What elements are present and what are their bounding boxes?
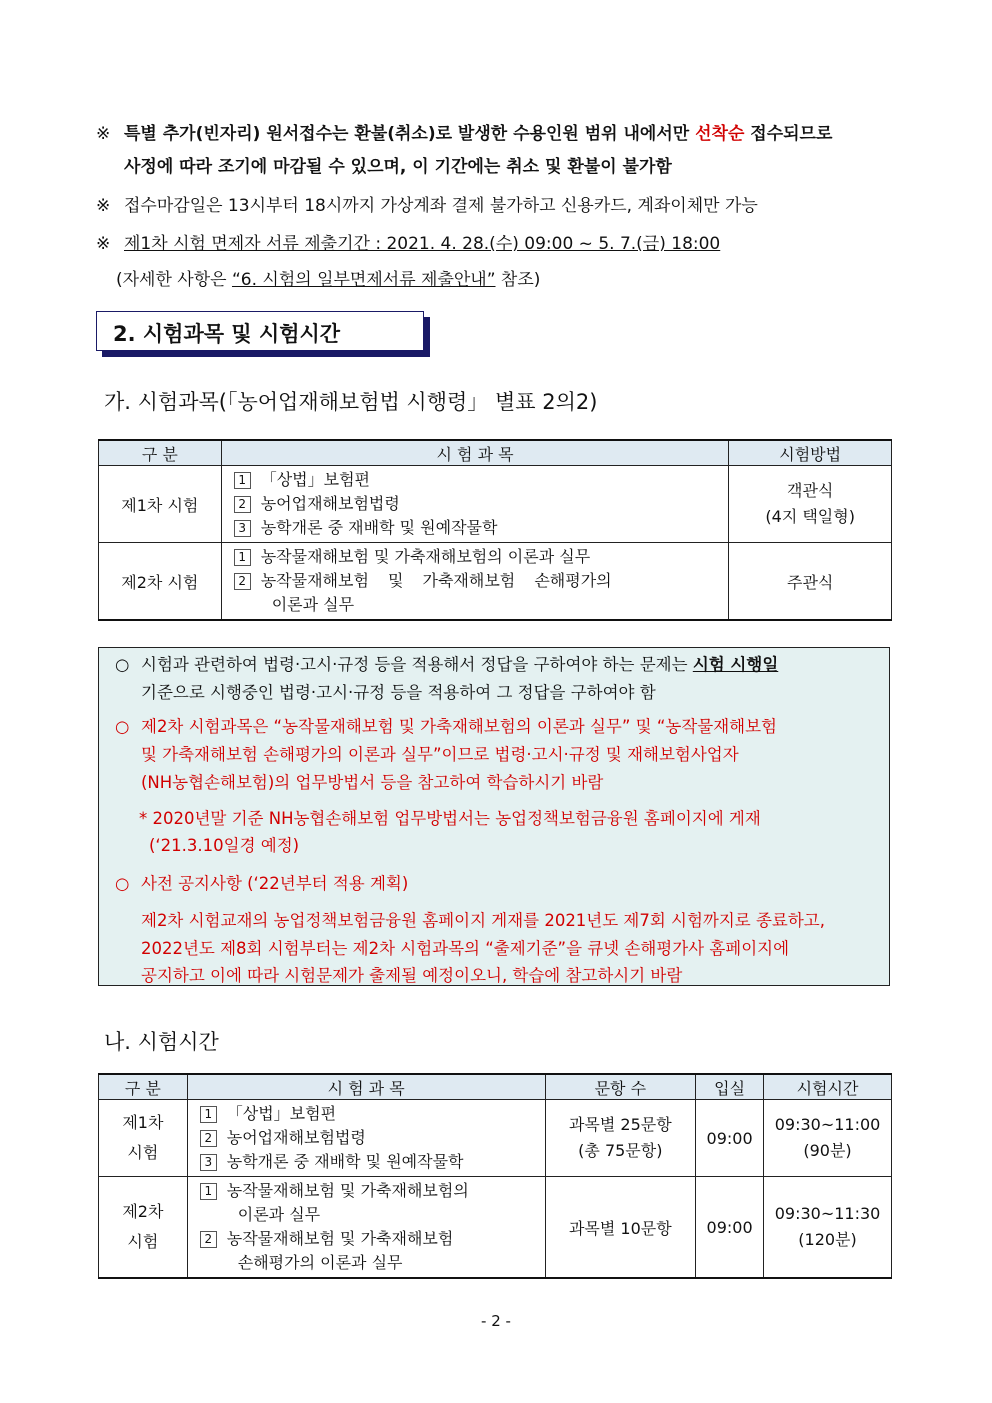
subject-text: 손해평가의 이론과 실무 xyxy=(237,1253,403,1272)
time-text: 09:30~11:00 xyxy=(774,1115,881,1134)
number-box: 3 xyxy=(234,520,251,537)
note-text: 접수마감일은 13시부터 18시까지 가상계좌 결제 불가하고 신용카드, 계좌이체만 가능 xyxy=(124,196,758,216)
note-reference xyxy=(116,269,540,291)
time-text: (90분) xyxy=(803,1141,852,1160)
entry-time: 09:00 xyxy=(696,1100,764,1177)
notice-text: * 2020년말 기준 NH농협손해보험 업무방법서는 농업정책보험금융원 홈페이지에 게재 xyxy=(139,809,761,828)
note-text: 참조) xyxy=(495,270,541,290)
subject-list xyxy=(221,466,729,543)
note-deadline-payment xyxy=(96,195,758,217)
table-header: 구 분 xyxy=(99,440,222,466)
number-box: 3 xyxy=(200,1154,217,1171)
note-mark: ※ xyxy=(96,196,111,216)
notice-emphasis: 시험 시행일 xyxy=(692,655,779,674)
table-header: 입실 xyxy=(696,1074,764,1100)
table-row xyxy=(99,1100,892,1177)
subject-text: 농학개론 중 재배학 및 원예작물학 xyxy=(226,1152,464,1171)
notice-text: (‘21.3.10일경 예정) xyxy=(149,836,300,855)
method-text: 주관식 xyxy=(729,543,892,621)
notice-line xyxy=(115,716,777,738)
subject-text: 농학개론 중 재배학 및 원예작물학 xyxy=(260,518,498,537)
method-text: 객관식 xyxy=(787,481,834,500)
row-label-text: 시험 xyxy=(127,1143,159,1162)
subject-list xyxy=(187,1100,545,1177)
row-label xyxy=(99,1177,188,1279)
subject-text: 농어업재해보험법령 xyxy=(260,494,400,513)
row-label xyxy=(99,1100,188,1177)
time-text: (120분) xyxy=(798,1230,857,1249)
list-item xyxy=(188,1150,545,1174)
list-item xyxy=(188,1227,545,1251)
subject-text: 농어업재해보험법령 xyxy=(226,1128,366,1147)
subjects-table xyxy=(98,439,892,621)
list-item xyxy=(222,545,729,569)
row-label-text: 시험 xyxy=(127,1232,159,1251)
list-item xyxy=(222,593,729,617)
list-item xyxy=(188,1102,545,1126)
list-item xyxy=(222,492,729,516)
bullet: ○ xyxy=(115,717,130,736)
notice-text: 2022년도 제8회 시험부터는 제2차 시험과목의 “출제기준”을 큐넷 손해평가사 홈페이지에 xyxy=(141,939,790,958)
exam-time xyxy=(764,1177,892,1279)
table-header-row xyxy=(99,440,892,466)
schedule-table xyxy=(98,1073,892,1279)
number-box: 1 xyxy=(234,549,251,566)
question-count: 과목별 10문항 xyxy=(545,1177,696,1279)
bullet: ○ xyxy=(115,874,130,893)
subsection-title-subjects: 가. 시험과목(「농어업재해보험법 시행령」 별표 2의2) xyxy=(104,390,598,414)
notice-text: 기준으로 시행중인 법령·고시·규정 등을 적용하여 그 정답을 구하여야 함 xyxy=(141,683,656,702)
subject-text: 이론과 실무 xyxy=(271,595,355,614)
list-item xyxy=(188,1179,545,1203)
notice-text: 공지하고 이에 따라 시험문제가 출제될 예정이오니, 학습에 참고하시기 바람 xyxy=(141,966,683,985)
method-cell xyxy=(729,466,892,543)
question-count xyxy=(545,1100,696,1177)
number-box: 2 xyxy=(234,573,251,590)
notice-text: 및 가축재해보험 손해평가의 이론과 실무”이므로 법령·고시·규정 및 재해보험사업자 xyxy=(141,745,739,764)
notice-text: 제2차 시험교재의 농업정책보험금융원 홈페이지 게재를 2021년도 제7회 시험까지로 종료하고, xyxy=(141,911,825,930)
number-box: 2 xyxy=(200,1130,217,1147)
note-text: 제1차 시험 면제자 서류 제출기간 : 2021. 4. 28.(수) 09:00 ~ 5. 7.(금) 18:00 xyxy=(124,234,721,254)
table-header: 구 분 xyxy=(99,1074,188,1100)
note-text: 접수되므로 xyxy=(744,124,833,144)
row-label: 제1차 시험 xyxy=(99,466,222,543)
list-item xyxy=(222,569,729,593)
note-highlight: 선착순 xyxy=(695,124,745,144)
list-item xyxy=(188,1203,545,1227)
subject-text: 농작물재해보험 및 가축재해보험 xyxy=(226,1229,454,1248)
number-box: 1 xyxy=(234,472,251,489)
list-item xyxy=(222,516,729,540)
table-header: 시험방법 xyxy=(729,440,892,466)
notice-text: 제2차 시험과목은 “농작물재해보험 및 가축재해보험의 이론과 실무” 및 “농작물재해보험 xyxy=(141,717,777,736)
number-box: 1 xyxy=(200,1106,217,1123)
notice-box xyxy=(98,647,890,986)
bullet: ○ xyxy=(115,655,130,674)
count-text: 과목별 25문항 xyxy=(568,1115,672,1134)
notice-text: 사전 공지사항 (‘22년부터 적용 계획) xyxy=(141,874,409,893)
table-header: 시험시간 xyxy=(764,1074,892,1100)
subject-text: 이론과 실무 xyxy=(237,1205,321,1224)
note-special-application xyxy=(96,123,832,145)
subject-text: 농작물재해보험 및 가축재해보험의 이론과 실무 xyxy=(260,547,591,566)
notice-text: (NH농협손해보험)의 업무방법서 등을 참고하여 학습하시기 바람 xyxy=(141,773,604,792)
notice-line xyxy=(115,873,408,895)
subsection-title-times: 나. 시험시간 xyxy=(104,1030,219,1054)
table-header-row xyxy=(99,1074,892,1100)
note-text: (자세한 사항은 xyxy=(116,270,232,290)
number-box: 2 xyxy=(200,1231,217,1248)
page-number: - 2 - xyxy=(481,1312,511,1330)
table-header: 시 험 과 목 xyxy=(221,440,729,466)
number-box: 2 xyxy=(234,496,251,513)
row-label-text: 제2차 xyxy=(122,1202,164,1221)
list-item xyxy=(222,468,729,492)
subject-text: 「상법」보험편 xyxy=(260,470,370,489)
note-text: 특별 추가(빈자리) 원서접수는 환불(취소)로 발생한 수용인원 범위 내에서만 xyxy=(124,124,696,144)
table-row xyxy=(99,543,892,621)
exam-time xyxy=(764,1100,892,1177)
section-title-box xyxy=(96,311,424,351)
list-item xyxy=(188,1251,545,1275)
note-special-application-cont xyxy=(124,156,672,178)
table-header: 시 험 과 목 xyxy=(187,1074,545,1100)
method-text: (4지 택일형) xyxy=(765,507,855,526)
table-row xyxy=(99,1177,892,1279)
note-mark: ※ xyxy=(96,124,111,144)
note-exemption-period xyxy=(96,233,720,255)
time-text: 09:30~11:30 xyxy=(774,1204,881,1223)
subject-text: 농작물재해보험 및 가축재해보험의 xyxy=(226,1181,469,1200)
note-reference-link[interactable]: “6. 시험의 일부면제서류 제출안내” xyxy=(231,270,496,290)
row-label: 제2차 시험 xyxy=(99,543,222,621)
note-mark: ※ xyxy=(96,234,111,254)
list-item xyxy=(188,1126,545,1150)
notice-line xyxy=(115,654,778,676)
count-text: (총 75문항) xyxy=(578,1141,663,1160)
subject-text: 농작물재해보험 및 가축재해보험 손해평가의 xyxy=(260,571,612,590)
subject-text: 「상법」보험편 xyxy=(226,1104,337,1123)
table-row xyxy=(99,466,892,543)
subject-list xyxy=(221,543,729,621)
row-label-text: 제1차 xyxy=(122,1113,164,1132)
table-header: 문항 수 xyxy=(545,1074,696,1100)
notice-text: 시험과 관련하여 법령·고시·규정 등을 적용해서 정답을 구하여야 하는 문제는 xyxy=(141,655,693,674)
subject-list xyxy=(187,1177,545,1279)
number-box: 1 xyxy=(200,1183,217,1200)
section-title: 2. 시험과목 및 시험시간 xyxy=(113,322,341,346)
note-text: 사정에 따라 조기에 마감될 수 있으며, 이 기간에는 취소 및 환불이 불가함 xyxy=(124,157,672,177)
entry-time: 09:00 xyxy=(696,1177,764,1279)
